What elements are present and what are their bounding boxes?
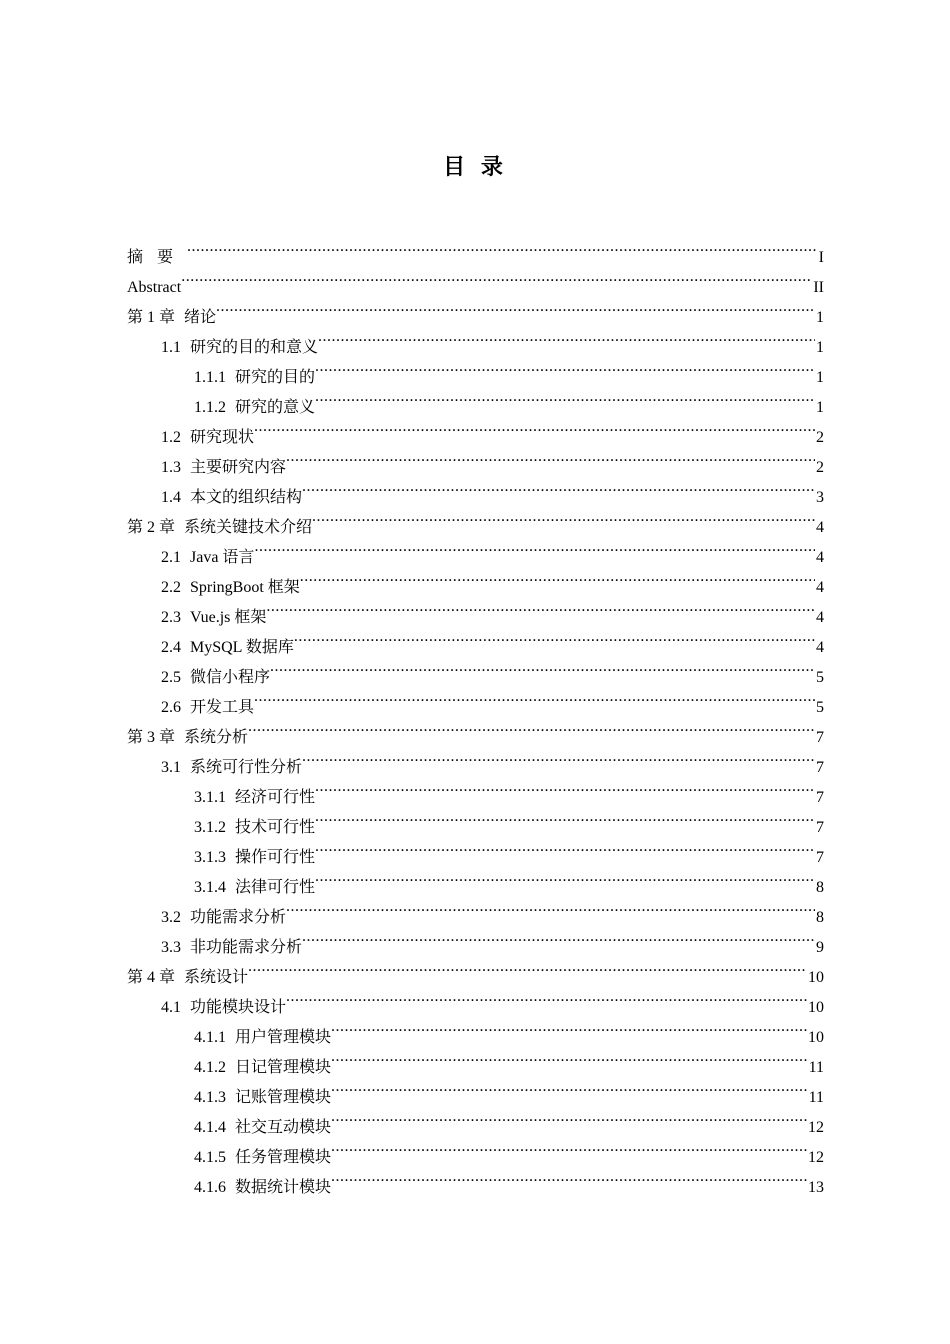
toc-entry-page-number: 3 [815,483,824,513]
toc-entry-label: 操作可行性 [235,849,316,866]
toc-entry-label: Vue.js 框架 [190,609,267,626]
toc-entry-page-number: 10 [807,1023,824,1053]
toc-entry-page-number: 7 [815,753,824,783]
dot-leader [302,742,815,772]
toc-entry-page-number: 12 [807,1143,824,1173]
toc-entry-number: 1.2 [161,429,181,446]
toc-entry-number: 第 4 章 [127,969,176,986]
dot-leader [254,532,815,562]
dot-leader [331,1102,807,1132]
toc-entry-label: 功能需求分析 [190,909,287,926]
toc-entry-page-number: 5 [815,663,824,693]
toc-entry-label: Abstract [127,279,182,296]
toc-entry-page-number: 1 [815,303,824,333]
toc-entry[interactable] [127,412,824,446]
dot-leader [187,232,818,262]
toc-entry-page-number: 1 [815,393,824,423]
dot-leader [331,1042,808,1072]
toc-entry-number: 2.4 [161,639,181,656]
toc-entry-number: 4.1.4 [194,1119,226,1136]
dot-leader [318,322,815,352]
dot-leader [266,592,815,622]
toc-entry-label: MySQL 数据库 [190,639,294,656]
dot-leader [331,1012,807,1042]
toc-entry[interactable] [127,862,824,896]
toc-entry-page-number: 10 [807,993,824,1023]
dot-leader [312,502,815,532]
toc-entry[interactable] [127,232,824,266]
dot-leader [315,862,815,892]
dot-leader [331,1132,807,1162]
toc-entry-label: 日记管理模块 [235,1059,332,1076]
toc-entry-number: 1.1.2 [194,399,226,416]
toc-entry-label: 功能模块设计 [190,999,287,1016]
toc-entry-label: 研究的意义 [235,399,316,416]
toc-entry-label: 系统分析 [184,729,249,746]
dot-leader [300,562,815,592]
dot-leader [315,802,815,832]
toc-entry-label: 任务管理模块 [235,1149,332,1166]
dot-leader [331,1072,808,1102]
dot-leader [331,1162,807,1192]
toc-entry[interactable] [127,1132,824,1166]
toc-entry-number: 2.2 [161,579,181,596]
toc-entry-label: Java 语言 [190,549,255,566]
toc-entry-number: 3.1 [161,759,181,776]
dot-leader [254,412,815,442]
dot-leader [294,622,815,652]
toc-entry-page-number: 4 [815,573,824,603]
toc-entry-label: 数据统计模块 [235,1179,332,1196]
toc-entry-number: 4.1 [161,999,181,1016]
toc-entry-number: 2.5 [161,669,181,686]
dot-leader [270,652,815,682]
toc-entry[interactable] [127,1072,824,1106]
toc-entry-label: 微信小程序 [190,669,271,686]
toc-entry-page-number: 4 [815,513,824,543]
dot-leader [181,262,812,292]
toc-entry-number: 4.1.1 [194,1029,226,1046]
toc-entry-label: 绪论 [184,309,217,326]
toc-entry-number: 第 2 章 [127,519,176,536]
toc-entry[interactable] [127,1162,824,1196]
toc-entry-page-number: 7 [815,813,824,843]
toc-entry-label: 用户管理模块 [235,1029,332,1046]
dot-leader [248,712,815,742]
toc-entry-page-number: 4 [815,603,824,633]
toc-entry-number: 4.1.6 [194,1179,226,1196]
dot-leader [315,772,815,802]
toc-entry-number: 2.6 [161,699,181,716]
toc-entry-label: 社交互动模块 [235,1119,332,1136]
toc-entry-number: 3.1.1 [194,789,226,806]
toc-entry-number: 1.1.1 [194,369,226,386]
toc-entry[interactable] [127,322,824,356]
toc-entry-label: 系统设计 [184,969,249,986]
toc-entry-label: SpringBoot 框架 [190,579,300,596]
toc-entry-number: 1.4 [161,489,181,506]
toc-entry-page-number: 11 [808,1083,824,1113]
dot-leader [302,922,815,952]
page-title: 目 录 [443,155,507,180]
dot-leader [315,352,815,382]
toc-entry[interactable] [127,292,824,326]
toc-entry-page-number: 9 [815,933,824,963]
toc-entry-number: 2.3 [161,609,181,626]
toc-entry-page-number: 2 [815,423,824,453]
dot-leader [216,292,815,322]
toc-entry-page-number: 8 [815,903,824,933]
toc-entry-label: 经济可行性 [235,789,316,806]
toc-entry[interactable] [127,1042,824,1076]
table-of-contents [127,232,824,1196]
toc-entry-number: 4.1.3 [194,1089,226,1106]
toc-entry-page-number: 10 [807,963,824,993]
toc-entry-page-number: II [812,273,824,303]
toc-entry-page-number: I [818,243,824,273]
toc-entry-label: 非功能需求分析 [190,939,303,956]
dot-leader [302,472,815,502]
toc-entry-number: 1.3 [161,459,181,476]
dot-leader [286,892,815,922]
toc-entry-label: 法律可行性 [235,879,316,896]
toc-entry[interactable] [127,802,824,836]
toc-entry-number: 第 3 章 [127,729,176,746]
toc-entry-label: 研究的目的和意义 [190,339,319,356]
toc-entry-page-number: 13 [807,1173,824,1203]
toc-entry[interactable] [127,262,824,296]
toc-entry[interactable] [127,832,824,866]
toc-entry[interactable] [127,892,824,926]
toc-entry-number: 3.1.2 [194,819,226,836]
toc-entry-label: 主要研究内容 [190,459,287,476]
toc-entry-label: 研究的目的 [235,369,316,386]
toc-entry-page-number: 7 [815,783,824,813]
dot-leader [248,952,807,982]
toc-entry-number: 2.1 [161,549,181,566]
toc-entry-page-number: 8 [815,873,824,903]
toc-entry-page-number: 7 [815,723,824,753]
toc-entry-number: 3.3 [161,939,181,956]
toc-entry-page-number: 5 [815,693,824,723]
toc-entry-label: 系统关键技术介绍 [184,519,313,536]
toc-entry-number: 3.1.4 [194,879,226,896]
dot-leader [254,682,815,712]
toc-entry-page-number: 1 [815,363,824,393]
toc-entry-label: 记账管理模块 [235,1089,332,1106]
toc-entry-number: 1.1 [161,339,181,356]
toc-entry-page-number: 2 [815,453,824,483]
toc-entry-number: 第 1 章 [127,309,176,326]
toc-entry-label: 本文的组织结构 [190,489,303,506]
toc-entry[interactable] [127,1102,824,1136]
toc-entry-number: 4.1.2 [194,1059,226,1076]
toc-entry-page-number: 1 [815,333,824,363]
toc-entry-number: 3.2 [161,909,181,926]
toc-entry-page-number: 4 [815,543,824,573]
toc-entry-label: 系统可行性分析 [190,759,303,776]
toc-entry-label: 开发工具 [190,699,255,716]
dot-leader [315,382,815,412]
toc-entry-page-number: 7 [815,843,824,873]
toc-entry[interactable] [127,382,824,416]
toc-entry-label: 研究现状 [190,429,255,446]
toc-entry-number: 3.1.3 [194,849,226,866]
toc-entry-page-number: 4 [815,633,824,663]
toc-entry-page-number: 12 [807,1113,824,1143]
toc-entry-page-number: 11 [808,1053,824,1083]
toc-entry-number: 4.1.5 [194,1149,226,1166]
toc-entry-label: 摘要 [127,249,188,266]
dot-leader [286,982,807,1012]
dot-leader [315,832,815,862]
toc-entry-label: 技术可行性 [235,819,316,836]
dot-leader [286,442,815,472]
